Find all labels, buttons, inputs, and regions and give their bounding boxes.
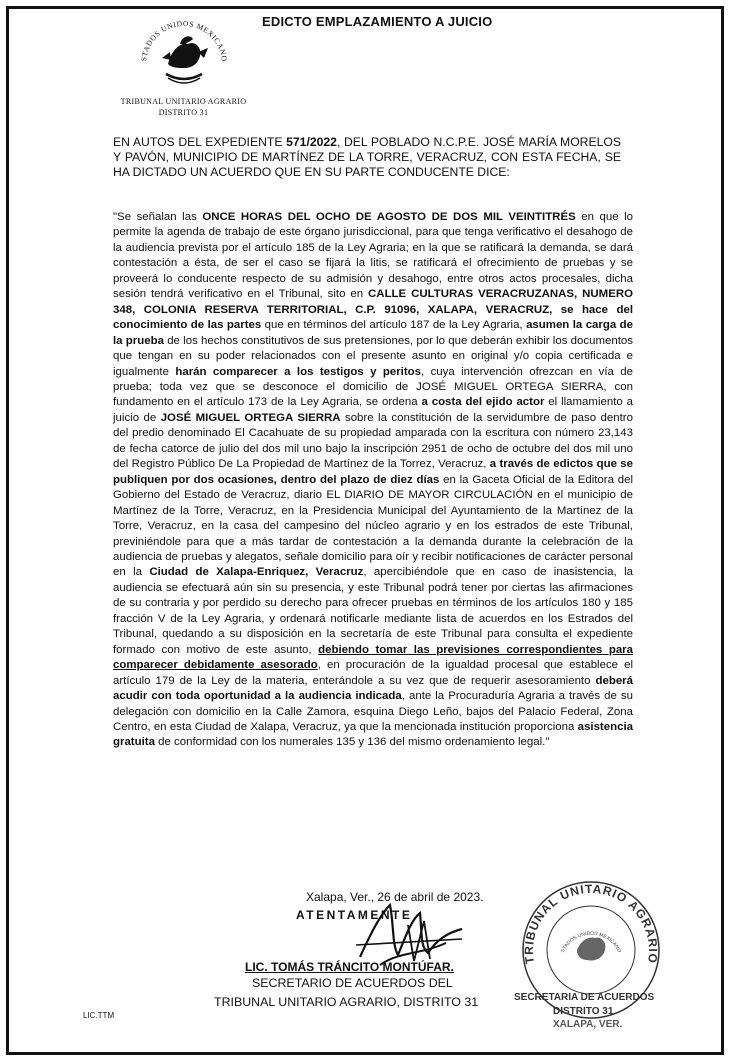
intro-text-1: EN AUTOS DEL EXPEDIENTE bbox=[113, 135, 287, 149]
body-s21: , ante la Procuraduría Agraria a través de su delegación con domicilio en la Calle Zamora, esquina Diego Leño, bajos del Palacio Federal, Zona Centro, en esta Ciudad de Xalapa, Veracruz, ya que la mencionada institución proporciona bbox=[113, 690, 633, 733]
free-assistance: asistencia gratuita bbox=[113, 720, 633, 749]
stamp-line3: XALAPA, VER. bbox=[553, 1019, 623, 1030]
atentamente-label: ATENTAMENTE bbox=[296, 908, 413, 922]
hearing-date: ONCE HORAS DEL OCHO DE AGOSTO DE DOS MIL VEINTITRÉS bbox=[202, 211, 576, 223]
signer-name: LIC. TOMÁS TRÁNCITO MONTÚFAR. bbox=[245, 960, 454, 974]
body-s07: de los hechos constitutivos de sus pretensiones, por lo que deberán exhibir los documentos que tengan en su poder relacionados con el presente asunto en original y/o copia certificada e igualmente bbox=[113, 334, 633, 378]
witnesses-clause: harán comparecer a los testigos y peritos bbox=[175, 365, 421, 378]
attendance-clause: deberá acudir con toda oportunidad a la audiencia indicada bbox=[113, 674, 633, 703]
body-s03: en que lo permite la agenda de trabajo de este órgano jurisdiccional, para que tenga verificativo el desahogo de la audiencia prevista por el artículo 185 de la Ley Agraria; en la que se ratificará la demanda, se dará contestación a ésta, de ser el caso se fijará la litis, se ratificará el ofrecimiento de pruebas y se proveerá lo conducente respecto de su admisión y desahogo, entre otros actos procesales, dicha sesión tendrá verificativo en el Tribunal, sito en bbox=[113, 211, 633, 301]
burden-of-proof: asumen la carga de la prueba bbox=[113, 319, 634, 347]
seal-caption-line2: DISTRITO 31 bbox=[158, 108, 209, 117]
body-s01: "Se señalan las bbox=[113, 211, 203, 223]
agreement-paragraph bbox=[113, 210, 633, 751]
stamp-line1: SECRETARIA DE ACUERDOS bbox=[514, 992, 655, 1003]
intro-text-2: , DEL POBLADO N.C.P.E. JOSÉ MARÍA MORELOS Y PAVÓN, MUNICIPIO DE MARTÍNEZ DE LA TORRE, VERACRUZ, CON ESTA FECHA, SE HA DICTADO UN ACUERDO QUE EN SU PARTE CONDUCENTE DICE: bbox=[113, 135, 621, 180]
edicts-clause: a través de edictos que se publiquen por dos ocasiones, dentro del plazo de diez días bbox=[113, 458, 633, 486]
stamp-line2: DISTRITO 31 bbox=[553, 1006, 614, 1017]
body-s15: en la Gaceta Oficial de la Editora del Gobierno del Estado de Veracruz, diario EL DIARIO DE MAYOR CIRCULACIÓN en el municipio de Martínez de la Torre, Veracruz, en la Presidencia Municipal del Ayuntamiento de la Martínez de la Torre, Veracruz, en la casa del campesino del núcleo agrario y en los estrados de este Tribunal, previniéndole para que a más tardar de contestación a la demanda durante la celebración de la audiencia de pruebas y alegatos, señale domicilio para oír y recibir notificaciones de carácter personal en la bbox=[113, 473, 634, 579]
place-and-date: Xalapa, Ver., 26 de abril de 2023. bbox=[306, 890, 484, 904]
body-s13: sobre la constitución de la servidumbre de paso dentro del predio denominado El Cacahuate de su propiedad amparada con la escritura con número 23,143 de fecha catorce de julio del dos mil uno bajo la inscripción 2951 de ocho de octubre del dos mil uno del Registro Público De La Propiedad de Martínez de la Torrez, Veracruz, bbox=[113, 411, 633, 471]
typist-initials: LIC.TTM bbox=[83, 1011, 115, 1020]
body-s05: que en términos del artículo 187 de la Ley Agraria, bbox=[261, 319, 527, 332]
seal-arc-text: STADOS UNIDOS MEXICANO bbox=[139, 18, 229, 63]
city-clause: Ciudad de Xalapa-Enriquez, Veracruz bbox=[149, 566, 364, 579]
expediente-number: 571/2022 bbox=[286, 135, 337, 149]
signer-role: SECRETARIO DE ACUERDOS DEL bbox=[252, 976, 453, 990]
intro-paragraph bbox=[113, 135, 621, 181]
tribunal-address: CALLE CULTURAS VERACRUZANAS, NUMERO 348, COLONIA RESERVA TERRITORIAL, C.P. 91096, XALAPA, VERACRUZ, se hace del conocimiento de las partes bbox=[113, 288, 633, 332]
cost-clause: a costa del ejido actor bbox=[421, 396, 545, 409]
stamp-ring-text: TRIBUNAL UNITARIO AGRARIO bbox=[521, 881, 661, 965]
coat-of-arms-seal bbox=[138, 14, 230, 92]
stamp-inner-text: STADOS UNIDOS MEXICANO bbox=[559, 930, 623, 954]
agreement-body bbox=[113, 210, 633, 751]
signer-organization: TRIBUNAL UNITARIO AGRARIO, DISTRITO 31 bbox=[214, 995, 479, 1009]
counsel-clause: debiendo tomar las previsiones correspondientes para comparecer debidamente asesorado bbox=[113, 643, 633, 672]
defendant-name: JOSÉ MIGUEL ORTEGA SIERRA bbox=[160, 411, 341, 424]
body-s19: , en procuración de la igualdad procesal que establece el artículo 179 de la Ley de la materia, enterándole a su vez que de requerir asesoramiento bbox=[113, 659, 633, 687]
seal-caption-line1: TRIBUNAL UNITARIO AGRARIO bbox=[120, 97, 247, 106]
body-s17: , apercibiéndole que en caso de inasistencia, la audiencia se efectuará aún sin su presencia, y este Tribunal podrá tener por ciertas las afirmaciones de su contraria y por perdido su derecho para ofrecer pruebas en términos de los artículos 180 y 185 fracción V de la Ley Agraria, y ordenará notificarle mediante lista de acuerdos en los Estrados del Tribunal, quedando a su disposición en la secretaría de este Tribunal para consulta el expediente formado con motivo de este asunto, bbox=[113, 566, 633, 656]
body-s23: de conformidad con los numerales 135 y 136 del mismo ordenamiento legal." bbox=[154, 736, 550, 749]
document-title: EDICTO EMPLAZAMIENTO A JUICIO bbox=[262, 14, 493, 29]
seal-caption bbox=[96, 96, 271, 118]
body-s11: el llamamiento a juicio de bbox=[113, 396, 633, 424]
body-s09: , cuya intervención ofrezcan en vía de prueba; toda vez que se desconoce el domicilio de JOSÉ MIGUEL ORTEGA SIERRA, con fundamento en el artículo 173 de la Ley Agraria, se ordena bbox=[113, 365, 633, 409]
